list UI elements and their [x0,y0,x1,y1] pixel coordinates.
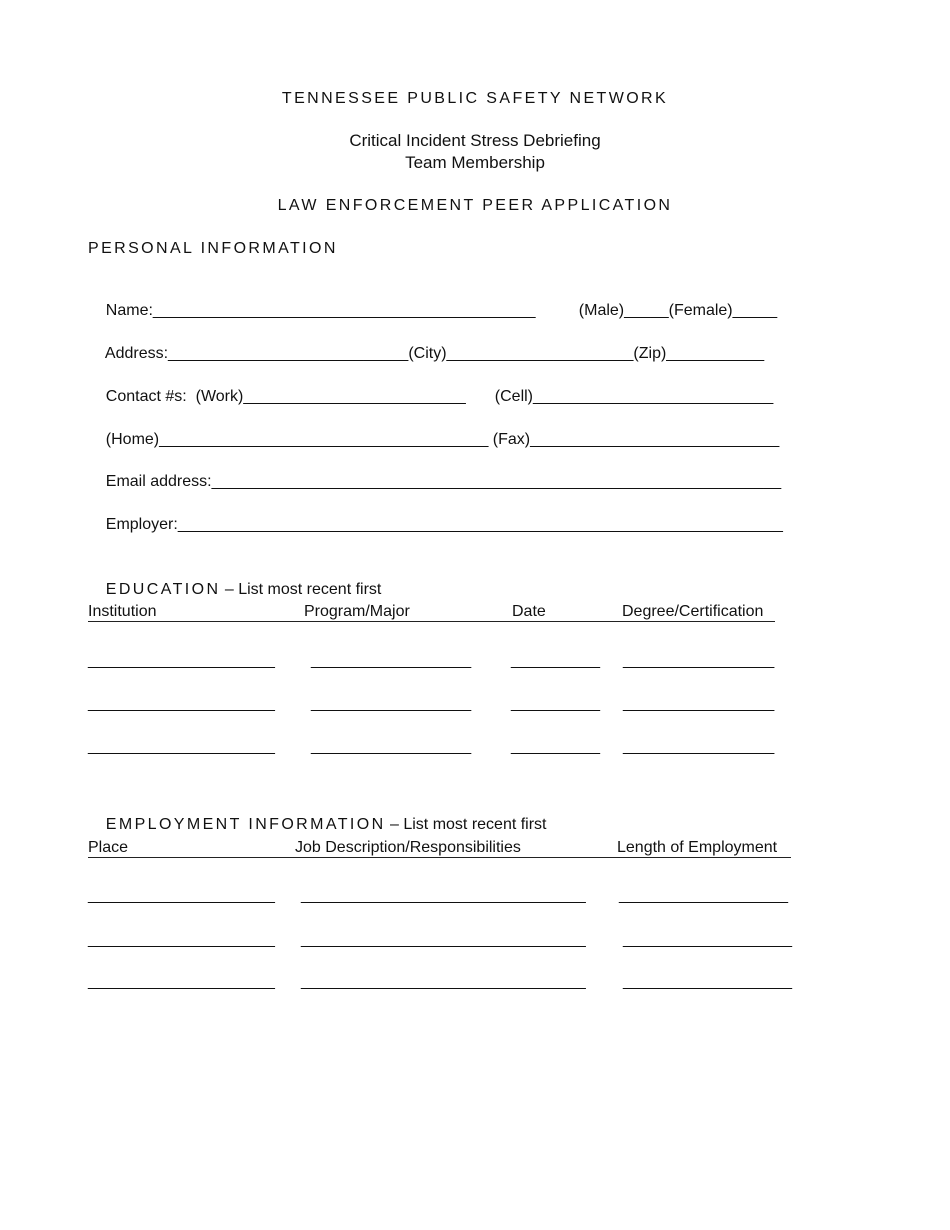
form-subtitle-line2: Team Membership [405,153,545,172]
emp-col-place: Place [88,839,129,856]
name-field[interactable]: ___________________________________________ [152,302,536,319]
employment-note: – List most recent first [385,816,547,833]
zip-field[interactable]: ___________ [666,345,765,362]
fax-field[interactable]: ____________________________ [530,431,780,448]
edu-col-program: Program/Major [304,603,410,620]
city-field[interactable]: _____________________ [446,345,634,362]
fax-label: (Fax) [492,431,531,448]
emp-place-field[interactable]: _____________________ [88,973,275,990]
work-label: (Work) [195,388,244,405]
personal-info-heading: PERSONAL INFORMATION [88,240,338,257]
contact-label: Contact #s: [105,388,187,405]
male-label: (Male) [578,302,625,319]
address-field[interactable]: ___________________________ [168,345,409,362]
emp-length-field[interactable]: ___________________ [619,887,789,904]
form-subtitle-line1: Critical Incident Stress Debriefing [349,131,601,150]
emp-place-field[interactable]: _____________________ [88,931,275,948]
emp-job-field[interactable]: ________________________________ [301,931,586,948]
emp-job-field[interactable]: ________________________________ [301,887,586,904]
edu-col-date: Date [512,603,546,620]
edu-program-field[interactable]: __________________ [311,652,472,669]
form-title: LAW ENFORCEMENT PEER APPLICATION [277,197,673,214]
edu-program-field[interactable]: __________________ [311,695,472,712]
edu-institution-field[interactable]: _____________________ [88,738,275,755]
employer-label: Employer: [105,516,178,533]
emp-col-job-description: Job Description/Responsibilities [295,839,521,856]
female-field[interactable]: _____ [732,302,778,319]
cell-label: (Cell) [494,388,533,405]
email-field[interactable]: ________________________________________________________________ [211,473,782,490]
home-label: (Home) [105,431,160,448]
organization-name: TENNESSEE PUBLIC SAFETY NETWORK [281,90,669,107]
edu-program-field[interactable]: __________________ [311,738,472,755]
education-note: – List most recent first [220,581,382,598]
employer-field[interactable]: ____________________________________________________________________ [177,516,783,533]
name-label: Name: [105,302,153,319]
emp-place-field[interactable]: _____________________ [88,887,275,904]
edu-institution-field[interactable]: _____________________ [88,652,275,669]
emp-col-length: Length of Employment [617,839,778,856]
employment-heading: EMPLOYMENT INFORMATION [105,816,386,833]
edu-degree-field[interactable]: _________________ [623,652,775,669]
male-field[interactable]: _____ [624,302,669,319]
edu-col-institution: Institution [88,603,157,620]
edu-degree-field[interactable]: _________________ [623,738,775,755]
email-label: Email address: [105,473,212,490]
employer-row [88,495,783,555]
emp-length-field[interactable]: ___________________ [623,973,793,990]
zip-label: (Zip) [633,345,667,362]
edu-degree-field[interactable]: _________________ [623,695,775,712]
edu-col-degree: Degree/Certification [622,603,764,620]
emp-job-field[interactable]: ________________________________ [301,973,586,990]
emp-length-field[interactable]: ___________________ [623,931,793,948]
address-label: Address: [104,345,169,362]
home-phone-field[interactable]: _____________________________________ [159,431,489,448]
work-phone-field[interactable]: _________________________ [243,388,466,405]
city-label: (City) [408,345,447,362]
edu-date-field[interactable]: __________ [511,652,600,669]
education-heading: EDUCATION [105,581,221,598]
edu-institution-field[interactable]: _____________________ [88,695,275,712]
cell-phone-field[interactable]: ___________________________ [533,388,774,405]
edu-date-field[interactable]: __________ [511,738,600,755]
edu-date-field[interactable]: __________ [511,695,600,712]
female-label: (Female) [668,302,733,319]
